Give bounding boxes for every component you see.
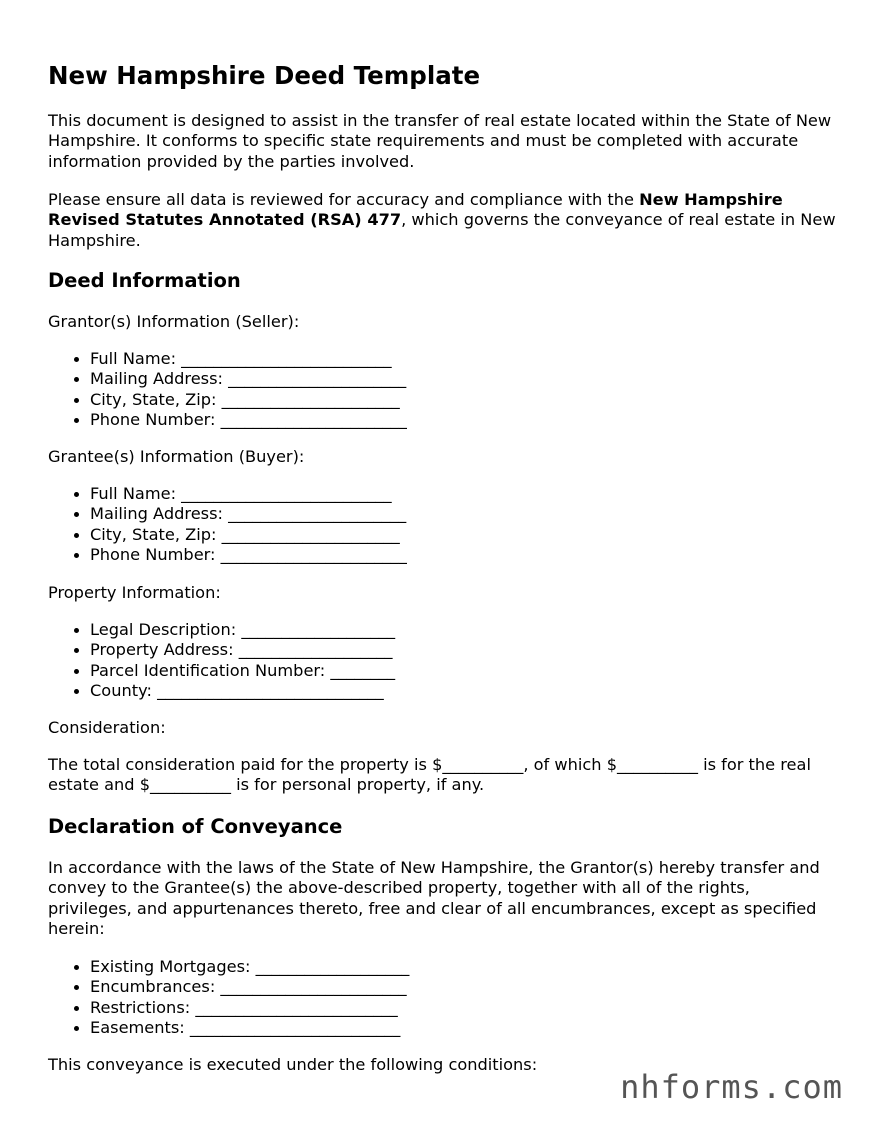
exceptions-list (48, 957, 409, 1038)
grantor-full-name-field: Full Name: __________________________ (48, 349, 407, 369)
county-field: County: ____________________________ (48, 681, 395, 701)
grantor-mailing-address-field: Mailing Address: ______________________ (48, 369, 407, 389)
parcel-id-field: Parcel Identification Number: ________ (48, 661, 395, 681)
declaration-paragraph: In accordance with the laws of the State of New Hampshire, the Grantor(s) hereby transfer and convey to the Grantee(s) the above-described property, together with all of the rights, privileges, and appurtenances thereto, free and clear of all encumbrances, except as specified herein: (48, 858, 820, 938)
existing-mortgages-field: Existing Mortgages: ___________________ (48, 957, 409, 977)
grantee-fields-list (48, 484, 407, 565)
property-label: Property Information: (48, 583, 221, 602)
grantee-full-name-field: Full Name: __________________________ (48, 484, 407, 504)
conditions-paragraph: This conveyance is executed under the following conditions: (48, 1055, 538, 1074)
consideration-label: Consideration: (48, 718, 166, 737)
watermark: nhforms.com (620, 1068, 843, 1106)
property-address-field: Property Address: ___________________ (48, 640, 395, 660)
encumbrances-field: Encumbrances: _______________________ (48, 977, 409, 997)
grantee-phone-number-field: Phone Number: _______________________ (48, 545, 407, 565)
deed-information-heading: Deed Information (48, 269, 241, 292)
compliance-text-before: Please ensure all data is reviewed for accuracy and compliance with the (48, 190, 640, 209)
declaration-heading: Declaration of Conveyance (48, 815, 343, 838)
grantor-fields-list (48, 349, 407, 430)
property-fields-list (48, 620, 395, 701)
consideration-paragraph: The total consideration paid for the property is $__________, of which $__________ is for the real estate and $__________ is for personal property, if any. (48, 755, 811, 795)
grantor-phone-number-field: Phone Number: _______________________ (48, 410, 407, 430)
legal-description-field: Legal Description: ___________________ (48, 620, 395, 640)
grantee-mailing-address-field: Mailing Address: ______________________ (48, 504, 407, 524)
page-title: New Hampshire Deed Template (48, 61, 481, 90)
grantee-city-state-zip-field: City, State, Zip: ______________________ (48, 525, 407, 545)
grantee-label: Grantee(s) Information (Buyer): (48, 447, 305, 466)
easements-field: Easements: __________________________ (48, 1018, 409, 1038)
grantor-city-state-zip-field: City, State, Zip: ______________________ (48, 390, 407, 410)
compliance-text-after: , which governs the conveyance of real estate in New Hampshire. (48, 210, 836, 250)
restrictions-field: Restrictions: _________________________ (48, 998, 409, 1018)
compliance-paragraph (48, 190, 838, 251)
rsa-reference: New Hampshire Revised Statutes Annotated (RSA) 477 (48, 190, 783, 230)
intro-paragraph: This document is designed to assist in the transfer of real estate located within the State of New Hampshire. It conforms to specific state requirements and must be completed with accurate information provided by the parties involved. (48, 111, 832, 171)
grantor-label: Grantor(s) Information (Seller): (48, 312, 300, 331)
